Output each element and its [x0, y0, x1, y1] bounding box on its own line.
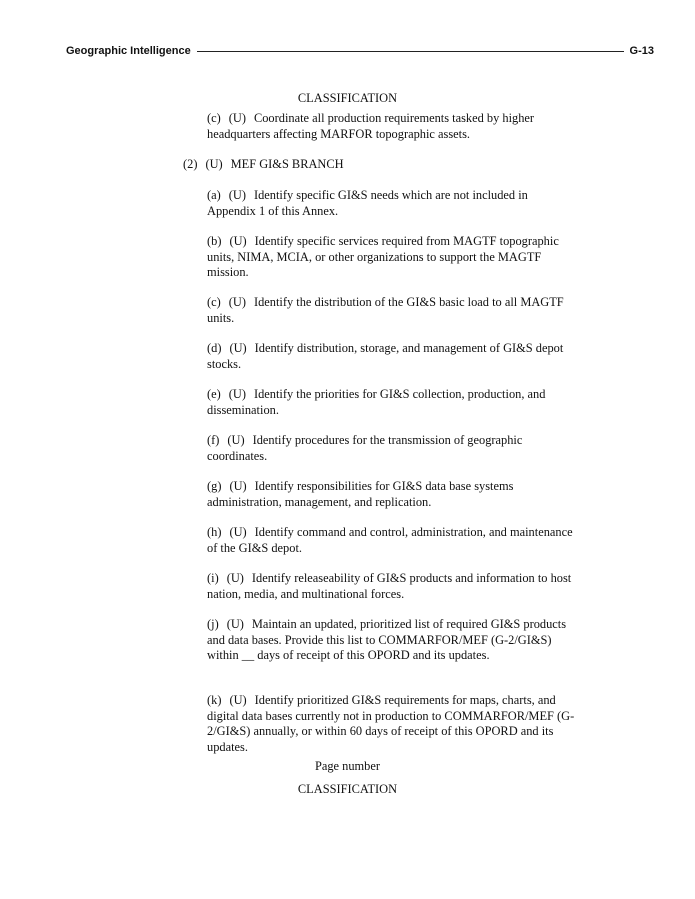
paragraph-b — [207, 234, 575, 281]
paragraph-d — [207, 341, 575, 372]
header-title: Geographic Intelligence — [66, 45, 191, 57]
header-page-number: G-13 — [629, 45, 654, 57]
item-label: (e) — [207, 387, 221, 401]
paragraph-g — [207, 479, 575, 510]
item-marking: (U) — [229, 693, 247, 707]
paragraph-j — [207, 617, 575, 664]
section-marking: (U) — [205, 157, 223, 171]
item-marking: (U) — [229, 525, 247, 539]
item-text: Maintain an updated, prioritized list of required GI&S products and data bases. Provide this list to COMMARFOR/MEF (G-2/GI&S) within __ days of receipt of this OPORD and its updates. — [207, 617, 567, 662]
item-text: Identify distribution, storage, and management of GI&S depot stocks. — [207, 341, 564, 371]
item-marking: (U) — [229, 234, 247, 248]
section-number: (2) — [183, 157, 198, 171]
item-text: Identify command and control, administration, and maintenance of the GI&S depot. — [207, 525, 573, 555]
classification-bottom: CLASSIFICATION — [297, 782, 398, 796]
paragraph-c — [207, 295, 575, 326]
item-label: (g) — [207, 479, 222, 493]
item-text: Identify releaseability of GI&S products and information to host nation, media, and multinational forces. — [207, 571, 572, 601]
item-marking: (U) — [229, 341, 247, 355]
paragraph-i — [207, 571, 575, 602]
page-number-label: Page number — [314, 759, 381, 773]
item-label: (j) — [207, 617, 219, 631]
item-text: Identify specific GI&S needs which are not included in Appendix 1 of this Annex. — [207, 188, 528, 218]
item-label: (c) — [207, 295, 221, 309]
item-marking: (U) — [228, 111, 246, 125]
header-rule — [197, 51, 624, 52]
paragraph-c-prev — [207, 111, 575, 142]
item-text: Coordinate all production requirements tasked by higher headquarters affecting MARFOR topographic assets. — [207, 111, 535, 141]
item-marking: (U) — [228, 295, 246, 309]
paragraph-a — [207, 188, 575, 219]
classification-top: CLASSIFICATION — [297, 91, 398, 105]
item-label: (f) — [207, 433, 220, 447]
item-marking: (U) — [228, 387, 246, 401]
section-title: MEF GI&S BRANCH — [230, 157, 344, 171]
item-text: Identify prioritized GI&S requirements for maps, charts, and digital data bases currently not in production to COMMARFOR/MEF (G-2/GI&S) annually, or within 60 days of receipt of this OPORD and its updates. — [207, 693, 575, 754]
item-marking: (U) — [229, 479, 247, 493]
item-text: Identify procedures for the transmission of geographic coordinates. — [207, 433, 523, 463]
item-label: (i) — [207, 571, 219, 585]
item-text: Identify specific services required from MAGTF topographic units, NIMA, MCIA, or other organizations to support the MAGTF mission. — [207, 234, 559, 279]
item-label: (k) — [207, 693, 222, 707]
item-marking: (U) — [227, 433, 245, 447]
item-text: Identify responsibilities for GI&S data base systems administration, management, and replication. — [207, 479, 514, 509]
item-marking: (U) — [226, 571, 244, 585]
item-marking: (U) — [226, 617, 244, 631]
item-text: Identify the distribution of the GI&S basic load to all MAGTF units. — [207, 295, 564, 325]
item-label: (c) — [207, 111, 221, 125]
running-header — [66, 43, 654, 59]
item-label: (b) — [207, 234, 222, 248]
item-label: (h) — [207, 525, 222, 539]
paragraph-h — [207, 525, 575, 556]
section-heading — [183, 157, 352, 173]
item-label: (d) — [207, 341, 222, 355]
item-label: (a) — [207, 188, 221, 202]
paragraph-k — [207, 693, 575, 755]
paragraph-f — [207, 433, 575, 464]
item-marking: (U) — [228, 188, 246, 202]
item-text: Identify the priorities for GI&S collection, production, and dissemination. — [207, 387, 546, 417]
paragraph-e — [207, 387, 575, 418]
